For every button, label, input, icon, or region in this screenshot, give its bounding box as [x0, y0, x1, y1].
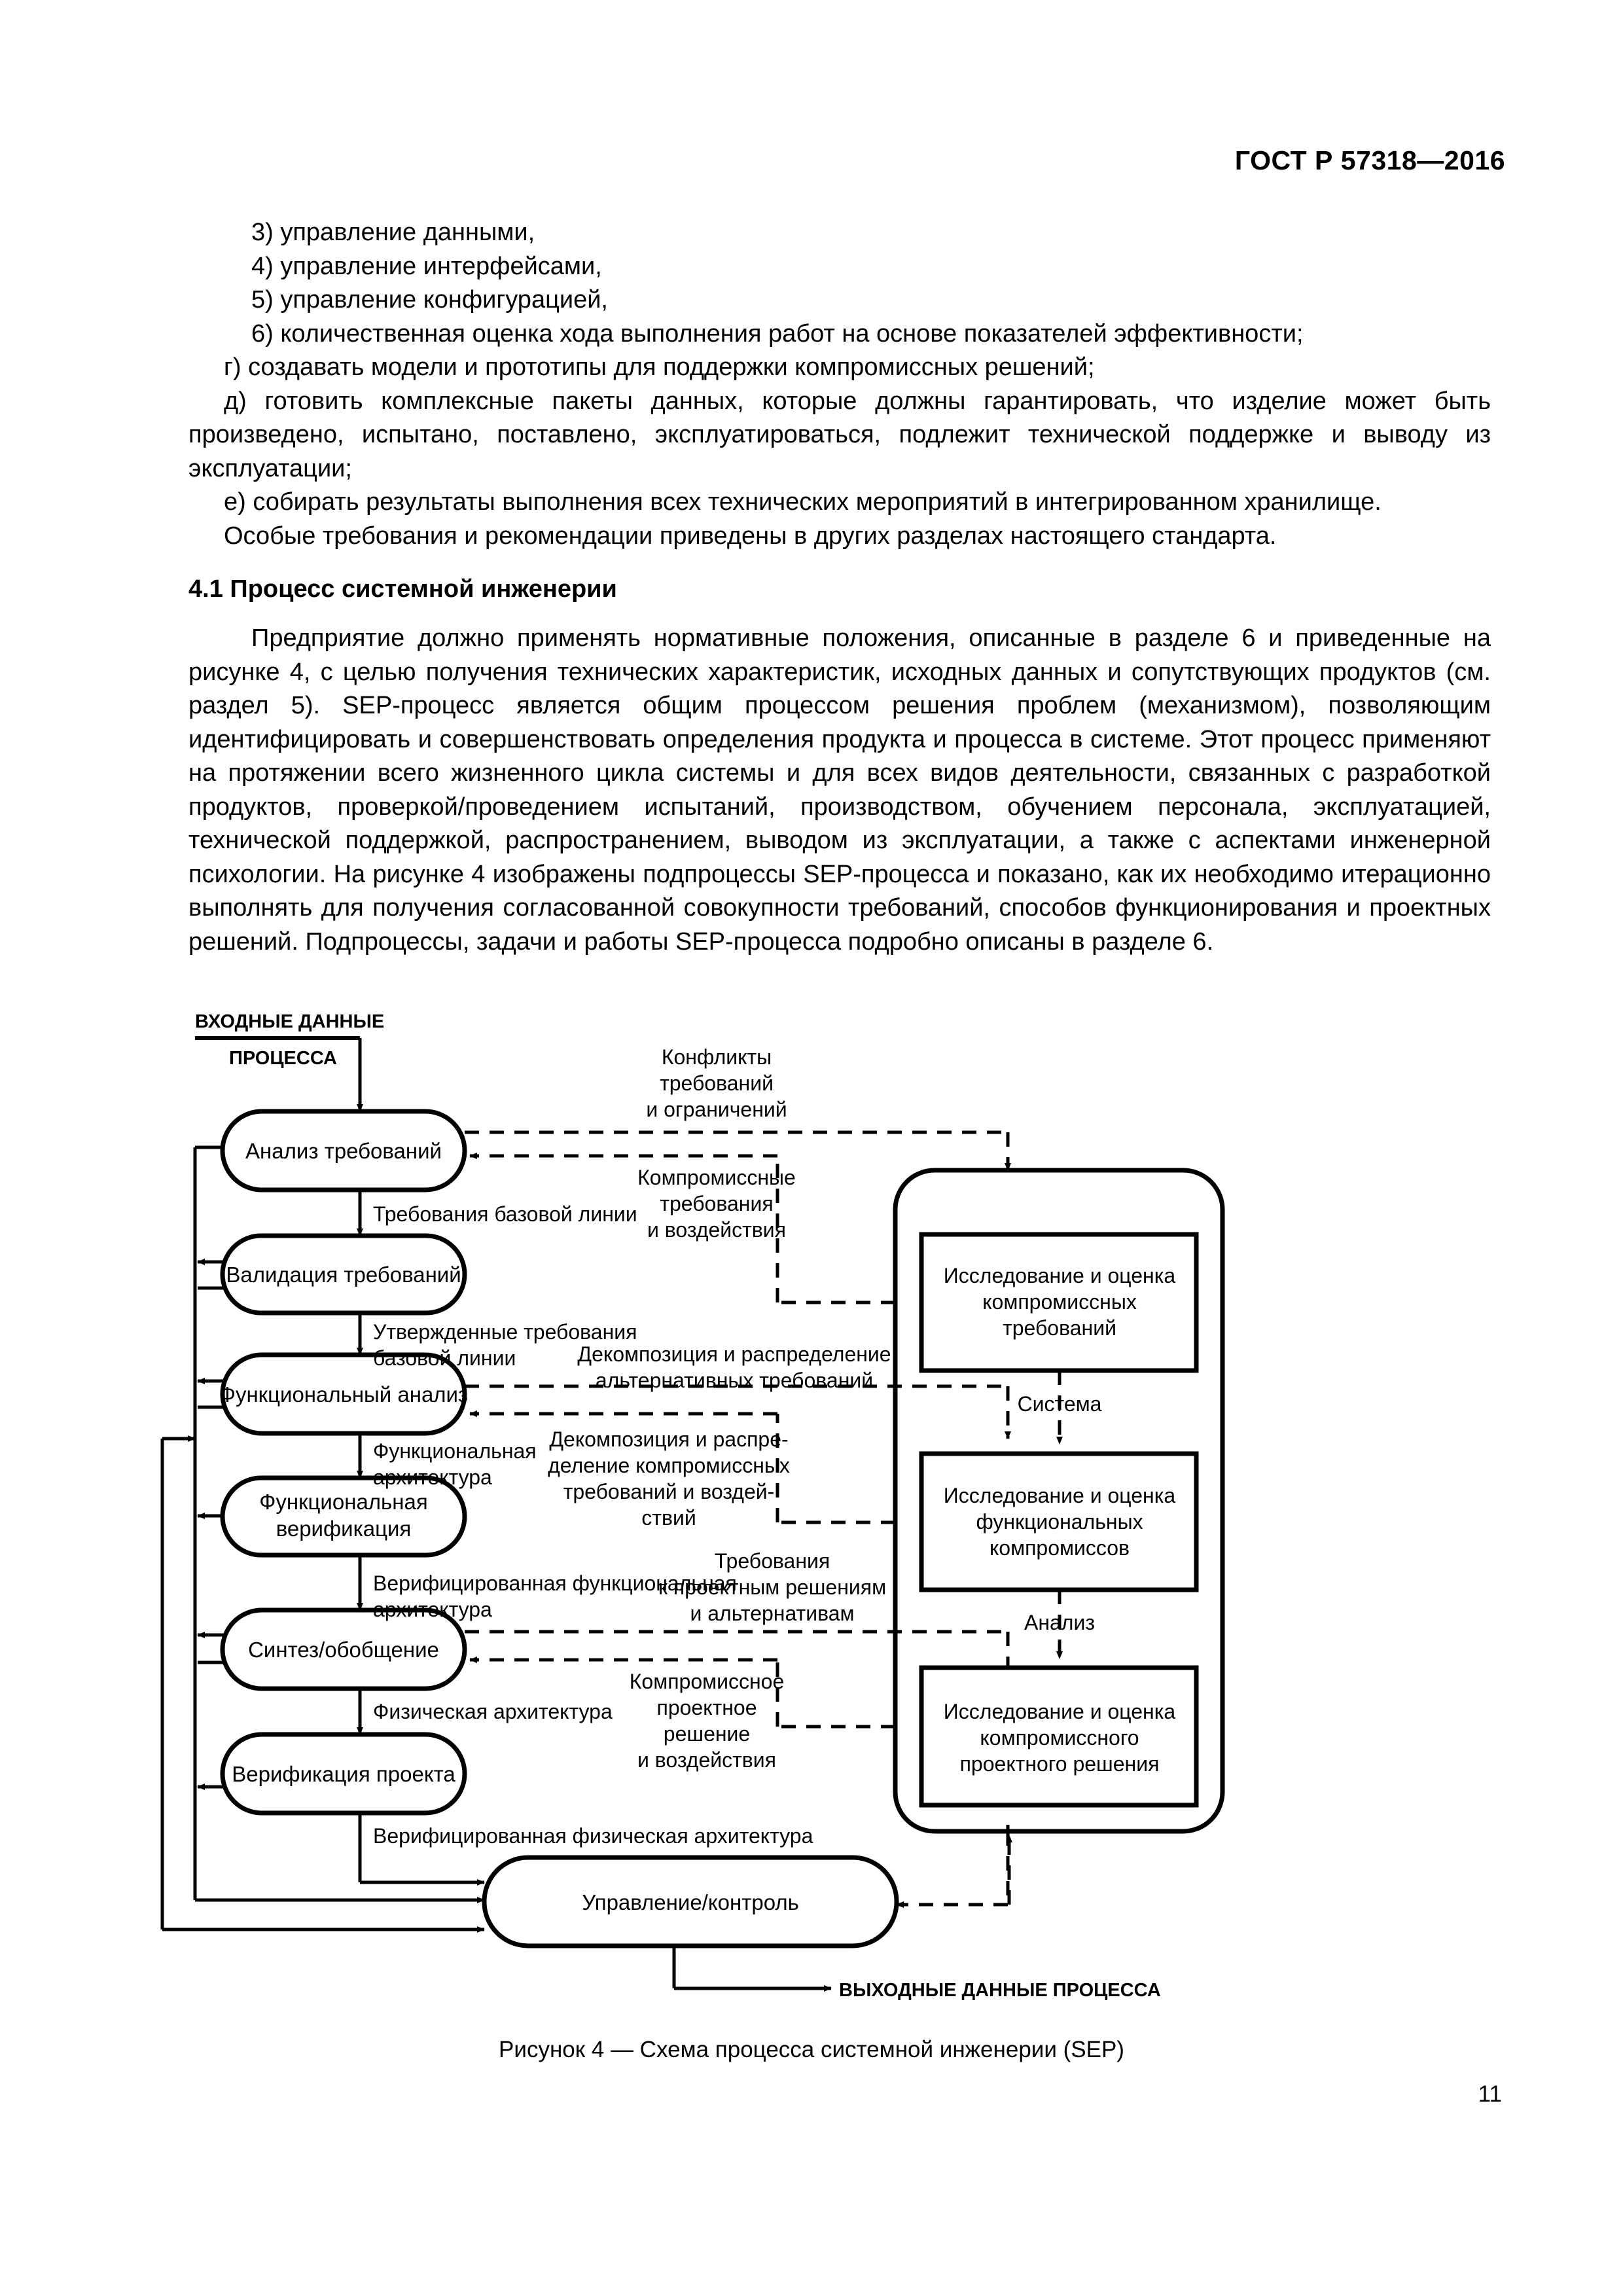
feedback-label: Компромиссные — [637, 1166, 796, 1189]
process-box-label: верификация — [276, 1516, 412, 1541]
feedback-label: требований — [660, 1071, 774, 1095]
feedback-label: и ограничений — [646, 1098, 787, 1121]
feedback-label: альтернативных требований — [595, 1369, 874, 1392]
feedback-label: ствий — [641, 1506, 696, 1530]
figure-input-label-line2: ПРОЦЕССА — [229, 1048, 337, 1069]
process-box-label: Функциональная — [259, 1490, 428, 1514]
feedback-label: и воздействия — [637, 1748, 777, 1772]
clause-item: е) собирать результаты выполнения всех технических мероприятий в интегрированном хранилище. — [224, 488, 1382, 516]
list-item: 3) управление данными, — [251, 219, 535, 246]
feedback-label: требований и воздей- — [563, 1480, 775, 1503]
process-box-label: Валидация требований — [226, 1263, 461, 1287]
tradeoff-box-label: требований — [1003, 1316, 1116, 1340]
tradeoff-box-label: компромиссов — [989, 1536, 1130, 1560]
feedback-label: и альтернативам — [690, 1602, 855, 1625]
process-box-label: Синтез/обобщение — [248, 1638, 439, 1662]
flow-label: Физическая архитектура — [373, 1700, 613, 1723]
tradeoff-box-label: Исследование и оценка — [943, 1264, 1176, 1287]
tradeoff-box-label: компромиссных — [982, 1290, 1137, 1314]
section-paragraph: Предприятие должно применять нормативные положения, описанные в разделе 6 и приведенные на рисунке 4, с целью получения технических характеристик, исходных данных и сопутствующих продуктов (см. раздел 5). SEP-процесс является общим процессом решения проблем (механизмом), позволяющим идентифицировать и совершенствовать определения продукта и процесса в системе. Этот процесс применяют на протяжении всего жизненного цикла системы и для всех видов деятельности, связанных с разработкой продуктов, проверкой/проведением испытаний, производством, обучением персонала, эксплуатацией, технической поддержкой, распространением, выводом из эксплуатации, а также с аспектами инженерной психологии. На рисунке 4 изображены подпроцессы SEP-процесса и показано, как их необходимо итерационно выполнять для получения согласованной совокупности требований, способов функционирования и проектных решений. Подпроцессы, задачи и работы SEP-процесса подробно описаны в разделе 6. — [188, 624, 1491, 956]
process-box-label: Верификация проекта — [232, 1762, 455, 1786]
list-item: 4) управление интерфейсами, — [251, 252, 602, 280]
flow-label: Верифицированная физическая архитектура — [373, 1824, 813, 1848]
feedback-label: Декомпозиция и распределение — [577, 1342, 891, 1366]
page-header-standard: ГОСТ Р 57318—2016 — [1234, 145, 1505, 175]
flow-label: Функциональная — [373, 1439, 537, 1463]
figure-sep-diagram — [157, 980, 1505, 2028]
feedback-label: и воздействия — [647, 1218, 787, 1242]
section-heading: 4.1 Процесс системной инженерии — [188, 575, 617, 603]
flow-label: Требования базовой линии — [373, 1202, 637, 1226]
flow-label: архитектура — [373, 1465, 492, 1489]
tradeoff-box-label: Исследование и оценка — [943, 1484, 1176, 1507]
process-box-label: Анализ требований — [245, 1139, 442, 1163]
feedback-label: Требования — [714, 1549, 830, 1573]
flow-label: архитектура — [373, 1598, 492, 1621]
feedback-label: решение — [663, 1722, 751, 1746]
figure-caption: Рисунок 4 — Схема процесса системной инженерии (SEP) — [499, 2037, 1124, 2062]
page-number: 11 — [1478, 2081, 1502, 2107]
feedback-label: Декомпозиция и распре- — [549, 1427, 789, 1451]
flow-label: Верифицированная функциональная — [373, 1571, 737, 1595]
figure-input-label-line1: ВХОДНЫЕ ДАННЫЕ — [195, 1011, 385, 1032]
tradeoff-box-label: проектного решения — [959, 1752, 1160, 1776]
clause-note: Особые требования и рекомендации приведены в других разделах настоящего стандарта. — [224, 522, 1277, 550]
feedback-label: к проектным решениям — [658, 1575, 887, 1599]
feedback-label: Компромиссное — [629, 1670, 785, 1693]
feedback-label: деление компромиссных — [548, 1454, 790, 1477]
feedback-label: проектное — [656, 1696, 757, 1719]
list-item: 5) управление конфигурацией, — [251, 286, 608, 314]
flow-label: Утвержденные требования — [373, 1320, 637, 1344]
figure-output-label: ВЫХОДНЫЕ ДАННЫЕ ПРОЦЕССА — [839, 1980, 1161, 2001]
tradeoff-box-label: компромиссного — [980, 1726, 1139, 1749]
tradeoff-box-label: Исследование и оценка — [943, 1700, 1176, 1723]
process-box-label: Функциональный анализ — [219, 1382, 469, 1407]
clause-item: г) создавать модели и прототипы для поддержки компромиссных решений; — [224, 353, 1095, 381]
tradeoff-box-label: функциональных — [976, 1510, 1143, 1534]
clause-item: д) готовить комплексные пакеты данных, которые должны гарантировать, что изделие может быть произведено, испытано, поставлено, эксплуатироваться, подлежит технической поддержке и выводу из эксплуатации; — [188, 387, 1491, 482]
body-text-column — [188, 216, 1491, 959]
feedback-label: требования — [660, 1192, 774, 1215]
process-box-label: Управление/контроль — [582, 1890, 799, 1914]
tradeoff-connector-label: Система — [1017, 1392, 1102, 1416]
list-item: 6) количественная оценка хода выполнения работ на основе показателей эффективности; — [251, 319, 1304, 348]
feedback-label: Конфликты — [661, 1045, 772, 1069]
tradeoff-connector-label: Анализ — [1024, 1611, 1096, 1634]
flow-label: базовой линии — [373, 1346, 516, 1370]
